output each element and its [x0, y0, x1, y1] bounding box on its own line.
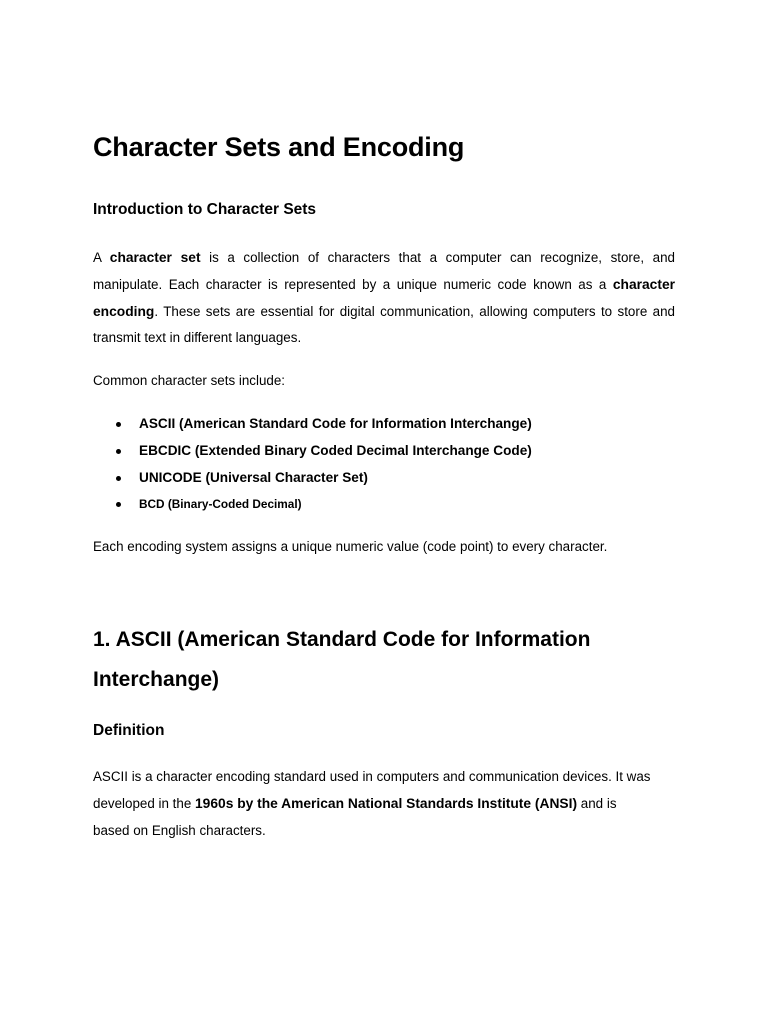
list-item — [93, 438, 532, 465]
intro-text-3: . These sets are essential for digital communication, allowing computers to store and transmit text in different languages. — [93, 303, 675, 346]
intro-text-1: A — [93, 250, 110, 265]
section-heading-ascii: 1. ASCII (American Standard Code for Information Interchange) — [93, 628, 591, 691]
ascii-bold-ansi: 1960s by the American National Standards Institute (ANSI) — [195, 795, 578, 811]
bullet-icon — [116, 502, 121, 507]
list-item-label: BCD (Binary-Coded Decimal) — [139, 497, 302, 512]
document-title: Character Sets and Encoding — [93, 132, 465, 162]
list-item — [93, 491, 532, 518]
ascii-definition-paragraph — [93, 764, 653, 844]
ascii-text-2: and is based on English characters. — [93, 795, 617, 838]
common-sets-list — [93, 411, 532, 518]
intro-text-2: is a collection of characters that a computer can recognize, store, and manipulate. Each character is represented by a unique numeric code known as a — [93, 250, 675, 292]
intro-bold-character-set: character set — [109, 250, 201, 265]
common-sets-intro: Common character sets include: — [93, 373, 286, 388]
bullet-icon — [116, 476, 121, 481]
bullet-icon — [116, 422, 121, 427]
ascii-text-1: ASCII is a character encoding standard used in computers and communication devices. It was developed in the — [93, 769, 651, 811]
bullet-icon — [116, 449, 121, 454]
list-item — [93, 411, 532, 438]
intro-heading: Introduction to Character Sets — [93, 201, 317, 218]
list-item-label: EBCDIC (Extended Binary Coded Decimal Interchange Code) — [139, 442, 532, 458]
list-item — [93, 465, 532, 492]
definition-heading: Definition — [93, 722, 165, 739]
list-item-label: UNICODE (Universal Character Set) — [139, 469, 368, 485]
encoding-summary-paragraph: Each encoding system assigns a unique numeric value (code point) to every character. — [93, 539, 608, 554]
intro-bold-character-encoding: character encoding — [93, 276, 675, 319]
intro-paragraph — [93, 245, 675, 352]
list-item-label: ASCII (American Standard Code for Information Interchange) — [139, 416, 532, 431]
